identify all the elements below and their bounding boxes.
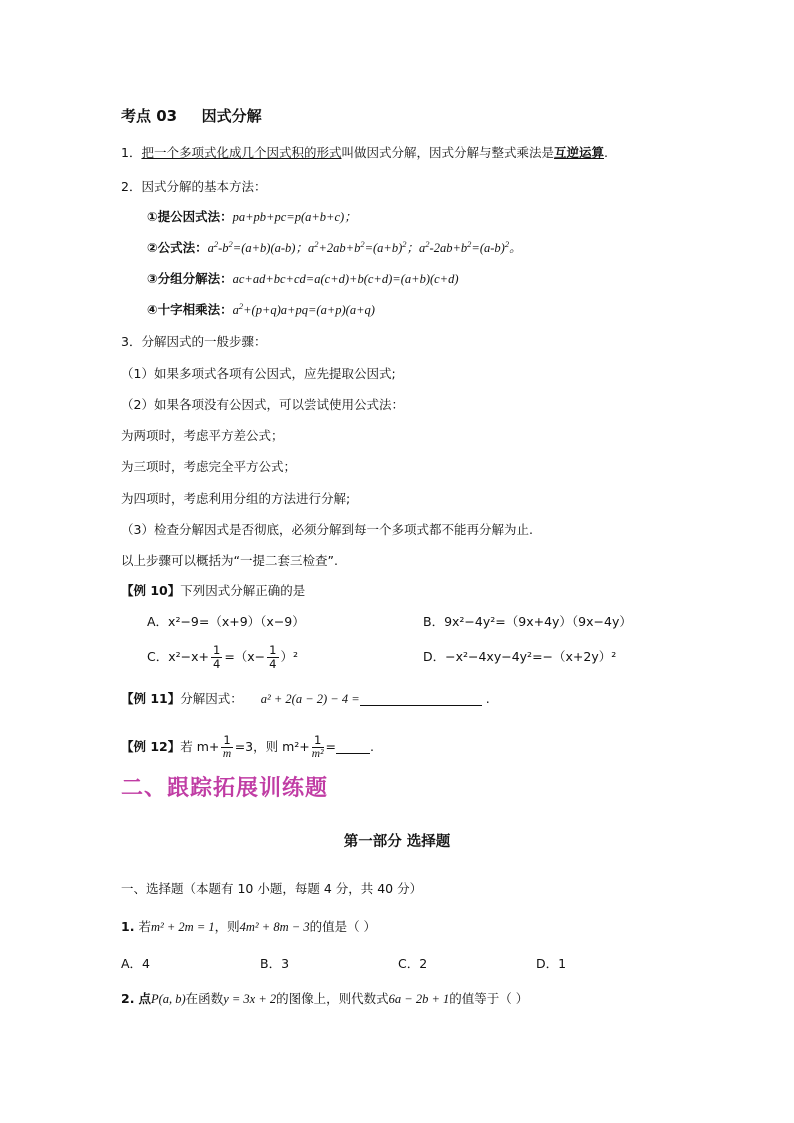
point-1-end: . — [604, 145, 608, 160]
answer-blank[interactable] — [336, 739, 370, 754]
question-2-expression: 6a − 2b + 1 — [388, 992, 450, 1006]
point-1-underlined-c: 互逆运算 — [553, 145, 604, 160]
step-3: （3）检查分解因式是否彻底，必须分解到每一个多项式都不能再分解为止. — [121, 522, 533, 537]
fraction-one-quarter: $\frac{1}{4}$ — [212, 643, 221, 671]
point-1-number: 1． — [121, 145, 142, 160]
question-1-option-c: C．2 — [398, 956, 428, 971]
fraction-one-quarter: $\frac{1}{4}$ — [269, 643, 277, 671]
step-2-four-terms: 为四项时，考虑利用分组的方法进行分解; — [121, 491, 351, 506]
question-1-option-b: B．3 — [260, 956, 290, 971]
question-1-number: 1. — [121, 919, 135, 934]
step-2: （2）如果各项没有公因式，可以尝试使用公式法： — [121, 397, 404, 412]
question-1-option-d: D．1 — [536, 956, 567, 971]
section-title: 二、跟踪拓展训练题 — [121, 776, 329, 801]
page-heading — [121, 107, 262, 125]
method-2-label: ②公式法： — [147, 240, 208, 255]
part-title: 第一部分 选择题 — [343, 834, 451, 850]
question-1: 1. 若m² + 2m = 1，则4m² + 8m − 3的值是（ ） — [121, 919, 377, 934]
question-2-function: y = 3x + 2 — [223, 992, 277, 1006]
fraction-one-over-m-squared: $\frac{1}{\text{m²}}$ — [311, 733, 324, 760]
question-1-expression: 4m² + 8m − 3 — [239, 920, 310, 934]
point-2: 2．因式分解的基本方法： — [121, 179, 267, 194]
example-10-option-a: A．x²−9=（x+9）（x−9） — [147, 614, 305, 629]
example-10-option-c: C．x²−x+ $\frac{1}{4}$ =（x− $\frac{1}{4}$ ）² — [147, 643, 299, 671]
point-3: 3．分解因式的一般步骤： — [121, 334, 267, 349]
example-12: 【例 12】若 m+ $\frac{1}{m}$ =3，则 m²+ $\frac{1}{\text{m²}}$ = . — [121, 733, 374, 760]
fraction-one-over-m: $\frac{1}{m}$ — [222, 733, 232, 760]
method-3 — [147, 270, 459, 288]
method-2 — [147, 239, 522, 257]
step-2-three-terms: 为三项时，考虑完全平方公式； — [121, 459, 297, 474]
method-1-formula: pa+pb+pc=p(a+b+c)； — [232, 210, 357, 224]
heading-title: 因式分解 — [201, 107, 262, 125]
method-1 — [147, 208, 357, 226]
example-11: 【例 11】分解因式： a² + 2(a − 2) − 4 = . — [121, 691, 490, 706]
method-2-formula-1: $a^2-b^2=(a+b)(a-b)$； — [207, 239, 308, 255]
steps-summary: 以上步骤可以概括为“一提二套三检查”. — [121, 553, 338, 568]
example-10-option-b: B．9x²−4y²=（9x+4y）（9x−4y） — [423, 614, 632, 629]
method-1-label: ①提公因式法： — [147, 209, 233, 224]
example-11-tag: 【例 11】 — [121, 691, 181, 706]
example-12-tag: 【例 12】 — [121, 739, 181, 754]
question-2-point: P(a, b) — [150, 992, 186, 1006]
method-4-formula: $a^2+(p+q)a+pq=(a+p)(a+q)$ — [232, 301, 375, 317]
mcq-intro: 一、选择题（本题有 10 小题，每题 4 分，共 40 分） — [121, 881, 423, 896]
question-2: 2. 点P(a, b)在函数y = 3x + 2的图像上，则代数式6a − 2b + 1的值等于（ ） — [121, 991, 529, 1006]
point-1-text: 叫做因式分解，因式分解与整式乘法是 — [341, 145, 554, 160]
question-1-option-a: A．4 — [121, 956, 151, 971]
example-10-option-d: D．−x²−4xy−4y²=−（x+2y）² — [423, 649, 617, 664]
step-2-two-terms: 为两项时，考虑平方差公式； — [121, 428, 284, 443]
heading-label: 考点 03 — [121, 107, 178, 125]
point-1-underlined-a: 把一个多项式化成几个因式积的形式 — [141, 145, 342, 160]
method-2-formula-2: $a^2+2ab+b^2=(a+b)^2$； — [307, 239, 420, 255]
question-2-number: 2. — [121, 991, 135, 1006]
example-11-expression: a² + 2(a − 2) − 4 = — [260, 692, 360, 706]
method-2-formula-3: $a^2-2ab+b^2=(a-b)^2$。 — [419, 239, 522, 255]
step-1: （1）如果多项式各项有公因式，应先提取公因式; — [121, 366, 396, 381]
example-10-question: 下列因式分解正确的是 — [180, 583, 306, 598]
answer-blank[interactable] — [360, 691, 482, 706]
question-1-given: m² + 2m = 1 — [150, 920, 215, 934]
method-4 — [147, 301, 375, 319]
point-1 — [121, 144, 608, 162]
example-11-question: 分解因式： — [180, 691, 243, 706]
example-10 — [121, 582, 305, 600]
method-3-formula: ac+ad+bc+cd=a(c+d)+b(c+d)=(a+b)(c+d) — [232, 272, 459, 286]
method-3-label: ③分组分解法： — [147, 271, 233, 286]
method-4-label: ④十字相乘法： — [147, 302, 233, 317]
example-10-tag: 【例 10】 — [121, 583, 181, 598]
